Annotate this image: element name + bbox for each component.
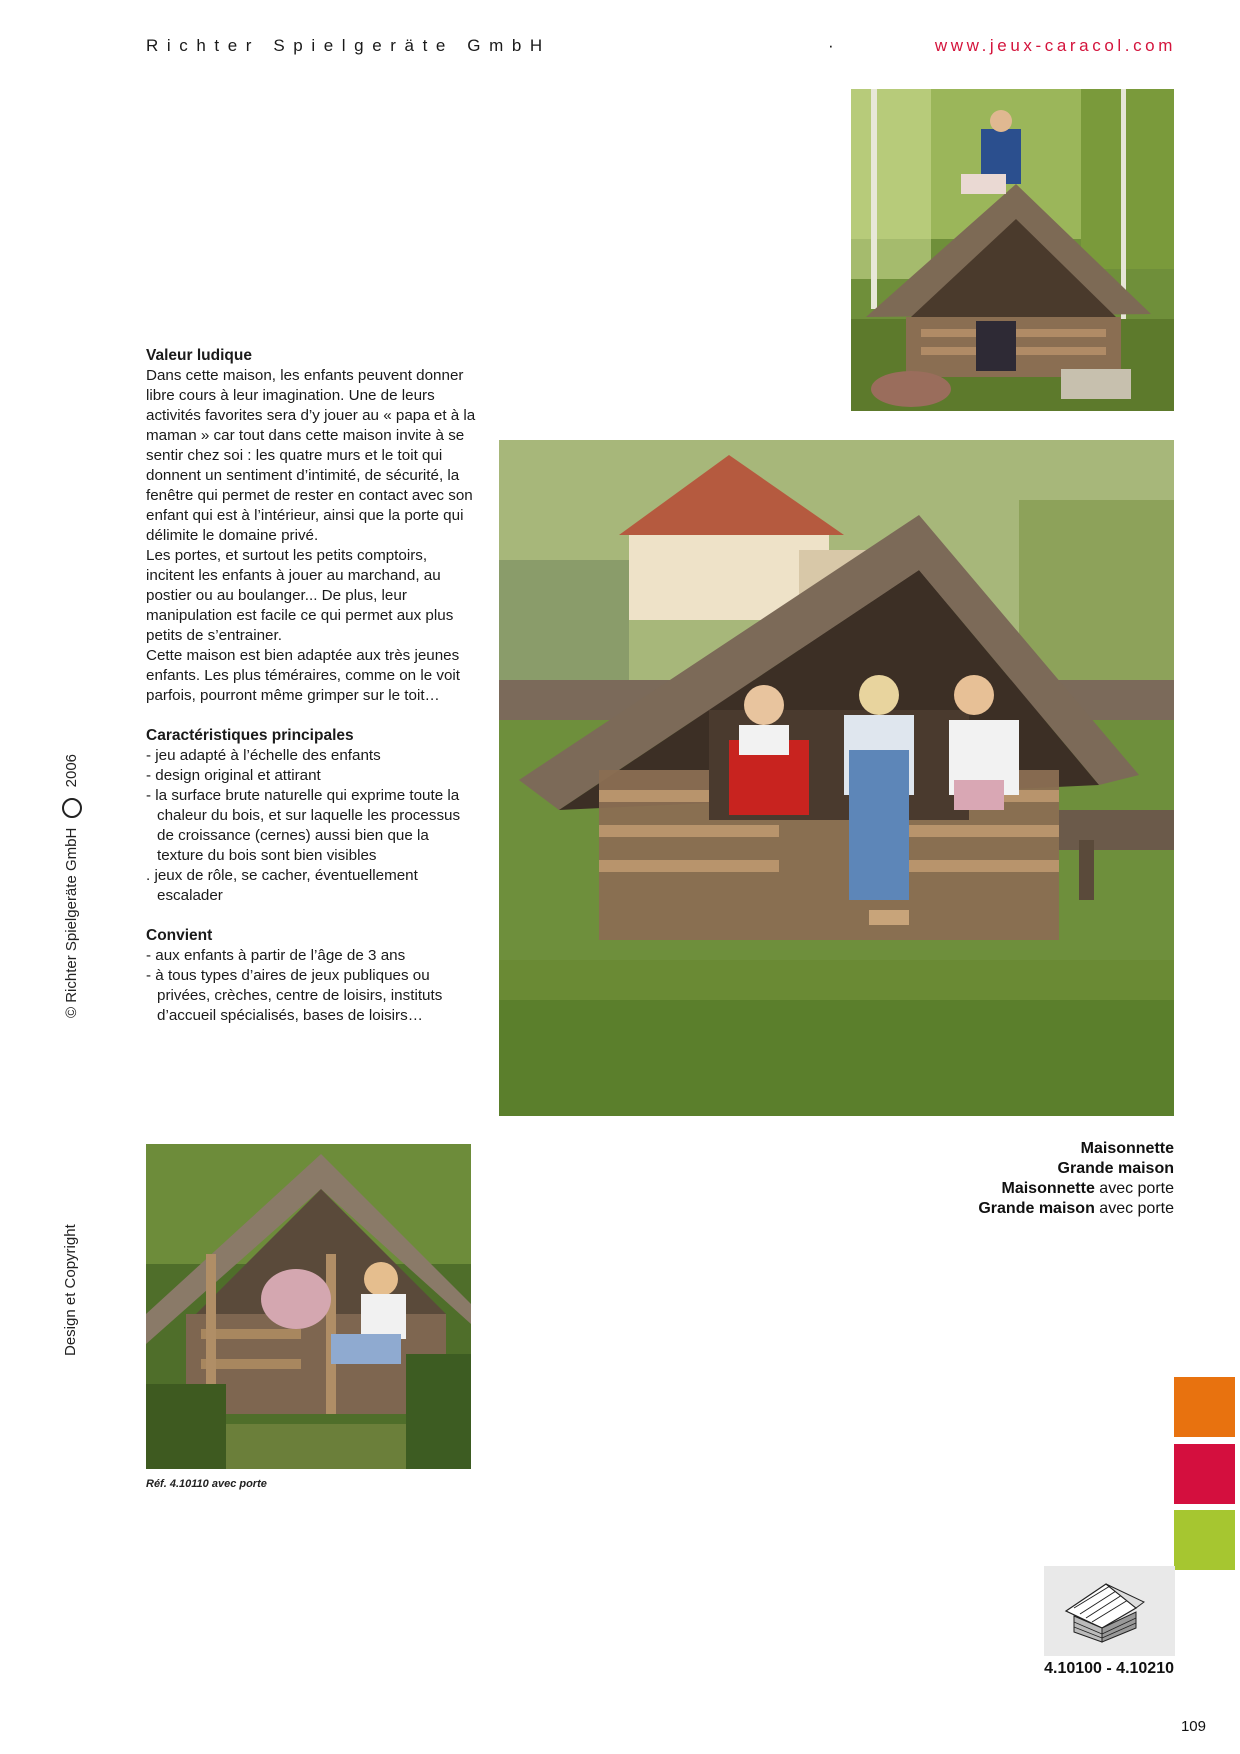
list-item: - la surface brute naturelle qui exprime toute la chaleur du bois, et sur laquelle les processus de croissance (cernes) aussi bien que la texture du bois sont bien visibles	[146, 787, 461, 864]
header-separator: ·	[828, 36, 843, 55]
section-title-valeur-ludique: Valeur ludique	[146, 347, 252, 364]
header-url[interactable]: www.jeux-caracol.com	[934, 36, 1176, 55]
section-title-convient: Convient	[146, 927, 213, 944]
product-thumbnail	[1044, 1566, 1175, 1656]
body-text	[146, 346, 476, 1026]
variant-row	[978, 1139, 1174, 1159]
list-item: - aux enfants à partir de l’âge de 3 ans	[146, 947, 406, 964]
product-variants	[978, 1139, 1174, 1219]
variant-row	[978, 1159, 1174, 1179]
color-tab-orange	[1174, 1377, 1235, 1437]
list-item: - jeu adapté à l’échelle des enfants	[146, 747, 381, 764]
color-tab-red	[1174, 1444, 1235, 1504]
variant-name: Maisonnette	[1001, 1180, 1095, 1197]
caracol-logo-icon	[62, 798, 82, 818]
header-company: Richter Spielgeräte GmbH	[146, 36, 551, 55]
photo-climbing-roof	[851, 89, 1174, 411]
variant-name: Grande maison	[1057, 1160, 1174, 1177]
variant-name: Grande maison	[978, 1200, 1095, 1217]
paragraph-valeur-3: Cette maison est bien adaptée aux très jeunes enfants. Les plus téméraires, comme on le voit parfois, pourront même grimper sur le toit…	[146, 647, 461, 704]
color-tab-green	[1174, 1510, 1235, 1570]
paragraph-valeur-2: Les portes, et surtout les petits comptoirs, incitent les enfants à jouer au marchand, au postier ou au boulanger... De plus, leur manipulation est facile ce qui permet aux plus petits de s’entrainer.	[146, 547, 454, 644]
list-item: - design original et attirant	[146, 767, 321, 784]
photo-playhouse-with-door	[146, 1144, 471, 1469]
variant-row	[978, 1199, 1174, 1219]
list-item: . jeux de rôle, se cacher, éventuellement escalader	[146, 867, 418, 904]
copyright-year: 2006	[62, 753, 80, 788]
copyright-text: © Richter Spielgeräte GmbH	[62, 827, 80, 1018]
variant-name: Maisonnette	[1080, 1140, 1174, 1157]
section-title-caracteristiques: Caractéristiques principales	[146, 727, 354, 744]
page-header	[146, 36, 1176, 62]
paragraph-valeur-1: Dans cette maison, les enfants peuvent donner libre cours à leur imagination. Une de leurs activités favorites sera d’y jouer au « papa et à la maman » car tout dans cette maison invite à se sentir chez soi : les quatre murs et le toit qui donnent un sentiment d’intimité, de sécurité, la fenêtre qui permet de rester en contact avec son enfant qui est à l’intérieur, ainsi que la porte qui délimite le domaine privé.	[146, 367, 476, 544]
list-convient	[146, 946, 476, 1026]
design-copyright-label: Design et Copyright	[62, 1224, 79, 1356]
list-caracteristiques	[146, 746, 476, 906]
copyright-notice	[62, 754, 82, 1018]
photo-children-playhouse	[499, 440, 1174, 1116]
page-number: 109	[1180, 1718, 1206, 1735]
photo-reference-caption: Réf. 4.10110 avec porte	[146, 1478, 267, 1490]
list-item: - à tous types d’aires de jeux publiques ou privées, crèches, centre de loisirs, instituts d’accueil spécialisés, bases de loisirs…	[146, 967, 443, 1024]
reference-range: 4.10100 - 4.10210	[1044, 1660, 1174, 1677]
variant-row	[978, 1179, 1174, 1199]
playhouse-icon	[1044, 1566, 1175, 1656]
variant-suffix: avec porte	[1094, 1180, 1174, 1197]
variant-suffix: avec porte	[1094, 1200, 1174, 1217]
